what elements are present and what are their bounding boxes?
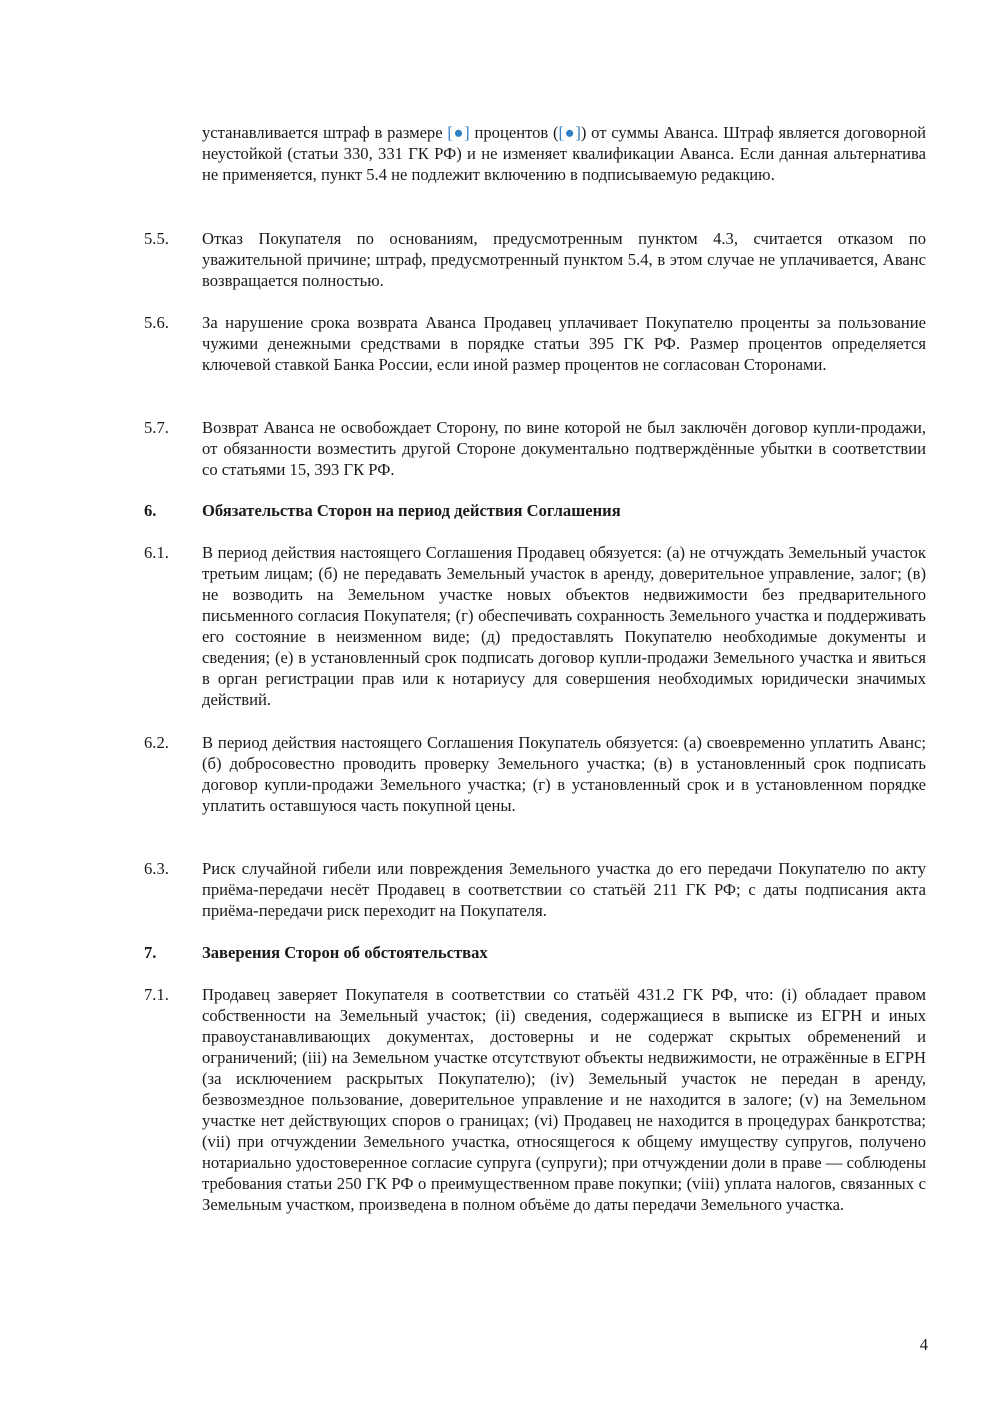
clause-6-2 [144, 732, 926, 816]
section-7-heading [144, 942, 926, 963]
clause-5-5 [144, 228, 926, 291]
clause-number: 5.6. [144, 313, 169, 332]
placeholder-marker: [●] [558, 123, 581, 142]
clause-5-7 [144, 417, 926, 480]
clause-5-6 [144, 312, 926, 375]
section-title: Обязательства Сторон на период действия Соглашения [202, 501, 621, 520]
page-number: 4 [919, 1335, 928, 1354]
continuation-text: процентов ( [469, 123, 559, 142]
clause-number: 6.3. [144, 859, 169, 878]
continuation-text: устанавливается штраф в размере [202, 123, 448, 142]
clause-number: 7.1. [144, 985, 169, 1004]
clause-number: 6.1. [144, 543, 169, 562]
clause-text: За нарушение срока возврата Аванса Продавец уплачивает Покупателю проценты за пользование чужими денежными средствами в порядке статьи 395 ГК РФ. Размер процентов определяется ключевой ставкой Банка России, если иной размер процентов не согласован Сторонами. [202, 313, 926, 374]
section-number: 7. [144, 943, 157, 962]
section-number: 6. [144, 501, 157, 520]
clause-text: Отказ Покупателя по основаниям, предусмотренным пунктом 4.3, считается отказом по уважительной причине; штраф, предусмотренный пунктом 5.4, в этом случае не уплачивается, Аванс возвращается полностью. [202, 229, 926, 290]
section-title: Заверения Сторон об обстоятельствах [202, 943, 488, 962]
clause-text: Продавец заверяет Покупателя в соответствии со статьёй 431.2 ГК РФ, что: (i) обладает правом собственности на Земельный участок; (ii) сведения, содержащиеся в выписке из ЕГРН и иных правоустанавливающих документах, достоверны и не содержат скрытых обременений и ограничений; (iii) на Земельном участке отсутствуют объекты недвижимости, не отражённые в ЕГРН (за исключением раскрытых Покупателю); (iv) Земельный участок не передан в аренду, безвозмездное пользование, доверительное управление и не находится в залоге; (v) на Земельном участке нет действующих споров о границах; (vi) Продавец не находится в процедурах банкротства; (vii) при отчуждении Земельного участка, относящегося к общему имуществу супругов, получено нотариально удостоверенное согласие супруга (супруги); при отчуждении доли в праве — соблюдены требования статьи 250 ГК РФ о преимущественном праве покупки; (viii) уплата налогов, связанных с Земельным участком, произведена в полном объёме до даты передачи Земельного участка. [202, 985, 926, 1214]
section-6-heading [144, 500, 926, 521]
placeholder-marker: [●] [447, 123, 470, 142]
clause-6-1 [144, 542, 926, 710]
clause-5-4-continuation [202, 122, 926, 185]
continuation-text: ) от суммы Аванса. Штраф является договорной неустойкой (статьи 330, 331 ГК РФ) и не изменяет квалификации Аванса. Если данная альтернатива не применяется, пункт 5.4 не подлежит включению в подписываемую редакцию. [202, 123, 927, 184]
clause-number: 6.2. [144, 733, 169, 752]
clause-text: Возврат Аванса не освобождает Сторону, по вине которой не был заключён договор купли-продажи, от обязанности возместить другой Стороне документально подтверждённые убытки в соответствии со статьями 15, 393 ГК РФ. [202, 418, 926, 479]
clause-number: 5.7. [144, 418, 169, 437]
clause-text: В период действия настоящего Соглашения Продавец обязуется: (а) не отчуждать Земельный участок третьим лицам; (б) не передавать Земельный участок в аренду, доверительное управление, залог; (в) не возводить на Земельном участке новых объектов недвижимости без предварительного письменного согласия Покупателя; (г) обеспечивать сохранность Земельного участка и поддерживать его состояние в неизменном виде; (д) предоставлять Покупателю необходимые документы и сведения; (е) в установленный срок подписать договор купли-продажи Земельного участка и явиться в орган регистрации прав или к нотариусу для совершения необходимых юридически значимых действий. [202, 543, 926, 709]
clause-7-1 [144, 984, 926, 1215]
clause-6-3 [144, 858, 926, 921]
clause-number: 5.5. [144, 229, 169, 248]
clause-text: Риск случайной гибели или повреждения Земельного участка до его передачи Покупателю по акту приёма-передачи несёт Продавец в соответствии со статьёй 211 ГК РФ; с даты подписания акта приёма-передачи риск переходит на Покупателя. [202, 859, 926, 920]
clause-text: В период действия настоящего Соглашения Покупатель обязуется: (а) своевременно уплатить Аванс; (б) добросовестно проводить проверку Земельного участка; (в) в установленный срок подписать договор купли-продажи Земельного участка; (г) в установленный срок и в установленном порядке уплатить оставшуюся часть покупной цены. [202, 733, 926, 815]
